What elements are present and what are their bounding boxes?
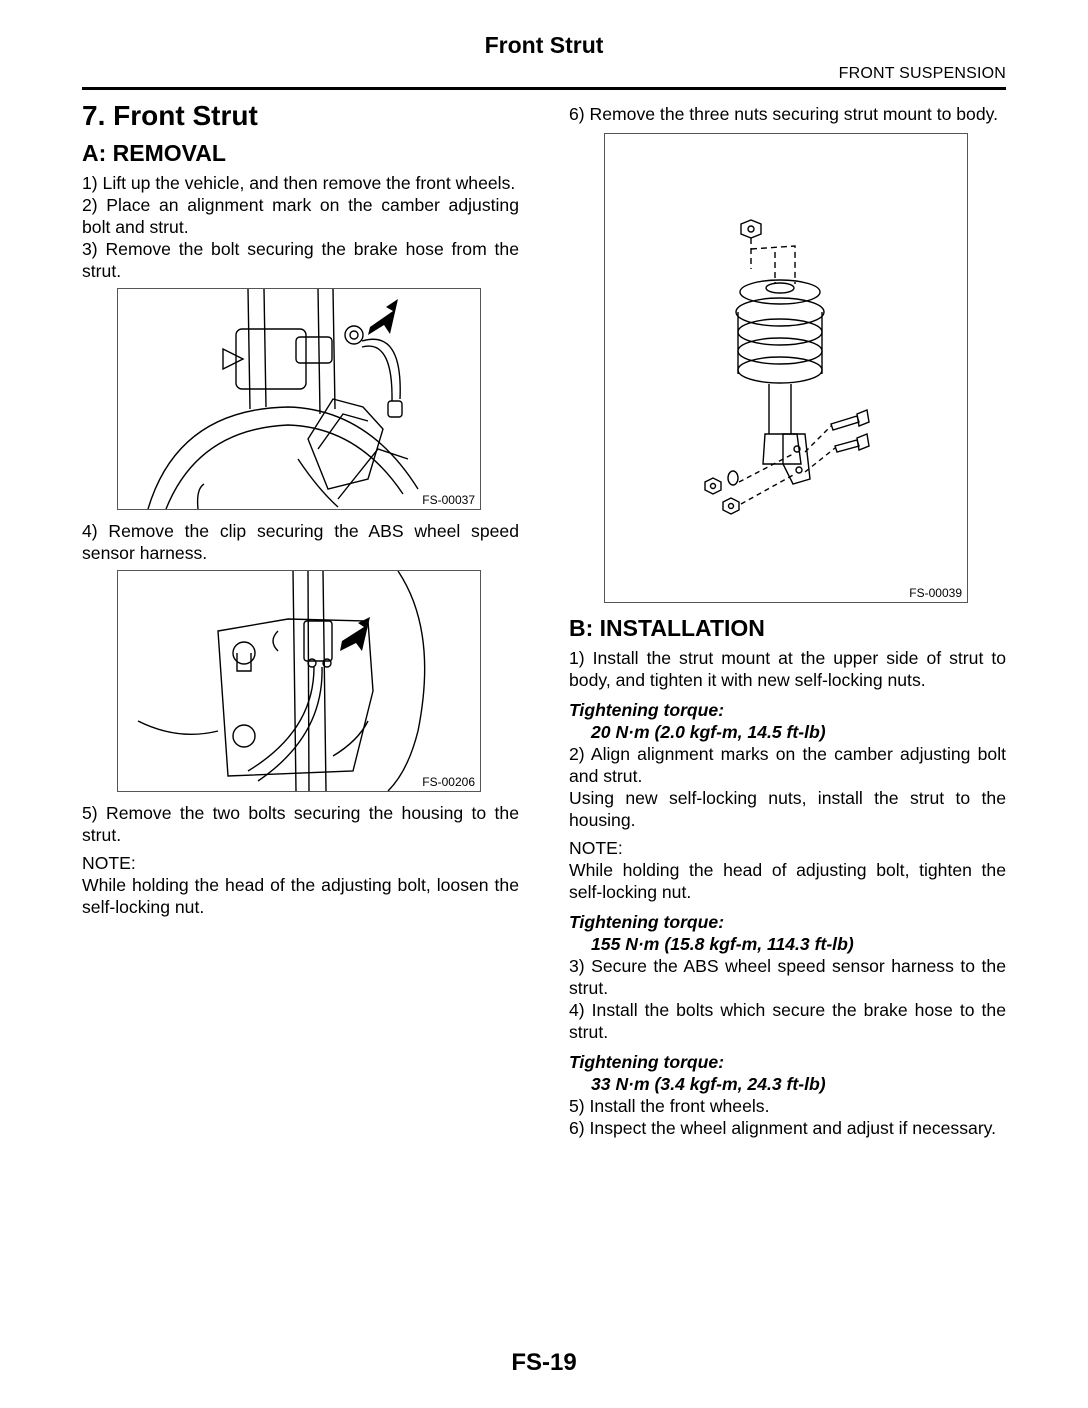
installation-step-3: 3) Secure the ABS wheel speed sensor harness to the strut.	[569, 956, 1006, 998]
figure-brake-hose-bolt	[117, 288, 481, 510]
section-title: 7. Front Strut	[82, 100, 258, 131]
figure-strut-assembly	[604, 133, 968, 603]
note-label: NOTE:	[569, 838, 623, 858]
left-column	[82, 98, 519, 918]
removal-heading: A: REMOVAL	[82, 140, 226, 166]
removal-step-1: 1) Lift up the vehicle, and then remove the front wheels.	[82, 173, 516, 193]
right-column	[569, 103, 1006, 1139]
installation-heading: B: INSTALLATION	[569, 615, 765, 641]
removal-step-6: 6) Remove the three nuts securing strut mount to body.	[569, 104, 998, 124]
torque-label: Tightening torque:	[569, 1052, 725, 1072]
strut-assembly-illustration	[605, 134, 967, 602]
installation-step-1: 1) Install the strut mount at the upper side of strut to body, and tighten it with new self-locking nuts.	[569, 648, 1006, 690]
installation-step-2-detail: Using new self-locking nuts, install the strut to the housing.	[569, 788, 1006, 830]
removal-step-2: 2) Place an alignment mark on the camber adjusting bolt and strut.	[82, 195, 519, 237]
brake-hose-illustration	[118, 289, 480, 509]
torque-value: 20 N·m (2.0 kgf-m, 14.5 ft-lb)	[591, 722, 826, 742]
torque-value: 155 N·m (15.8 kgf-m, 114.3 ft-lb)	[591, 934, 854, 954]
removal-step-4: 4) Remove the clip securing the ABS wheel speed sensor harness.	[82, 521, 519, 563]
section-name: FRONT SUSPENSION	[838, 65, 1006, 82]
figure-abs-harness-clip	[117, 570, 481, 792]
page-title: Front Strut	[484, 32, 604, 58]
abs-harness-illustration	[118, 571, 480, 791]
installation-step-4: 4) Install the bolts which secure the brake hose to the strut.	[569, 1000, 1006, 1042]
figure-code: FS-00039	[909, 586, 962, 600]
arrow-icon	[340, 617, 370, 651]
torque-value: 33 N·m (3.4 kgf-m, 24.3 ft-lb)	[591, 1074, 826, 1094]
note-text: While holding the head of adjusting bolt, tighten the self-locking nut.	[569, 860, 1006, 902]
installation-step-2: 2) Align alignment marks on the camber adjusting bolt and strut.	[569, 744, 1006, 786]
figure-code: FS-00037	[422, 493, 475, 507]
installation-step-5: 5) Install the front wheels.	[569, 1096, 770, 1116]
header-rule	[82, 87, 1006, 90]
note-text: While holding the head of the adjusting bolt, loosen the self-locking nut.	[82, 875, 519, 917]
arrow-icon	[368, 299, 398, 335]
figure-code: FS-00206	[422, 775, 475, 789]
note-label: NOTE:	[82, 853, 136, 873]
torque-label: Tightening torque:	[569, 700, 725, 720]
installation-step-6: 6) Inspect the wheel alignment and adjust if necessary.	[569, 1118, 997, 1138]
page-number: FS-19	[511, 1349, 577, 1376]
removal-step-5: 5) Remove the two bolts securing the housing to the strut.	[82, 803, 519, 845]
removal-step-3: 3) Remove the bolt securing the brake hose from the strut.	[82, 239, 519, 281]
torque-label: Tightening torque:	[569, 912, 725, 932]
